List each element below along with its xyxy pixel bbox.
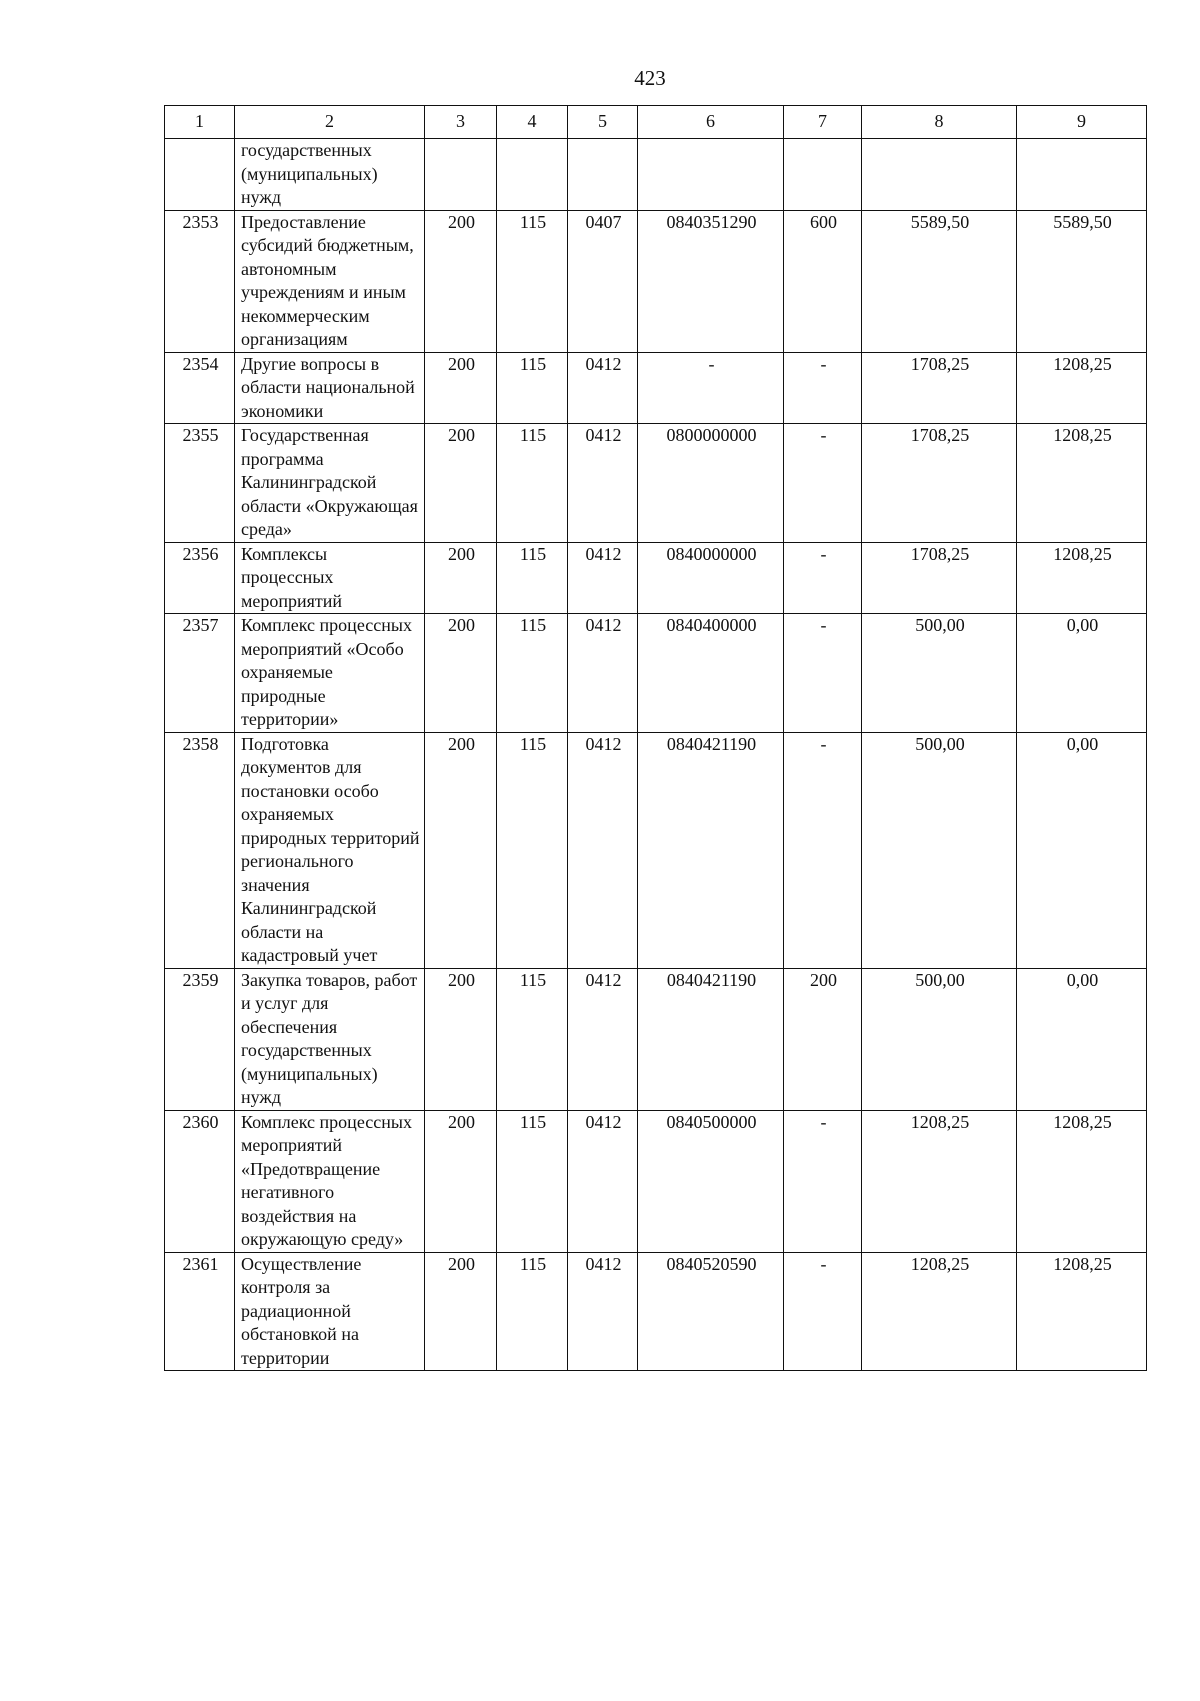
cell-code: 115 [497, 352, 568, 424]
column-header: 5 [568, 106, 638, 139]
cell-target: 0840400000 [638, 614, 784, 733]
cell-section: 0412 [568, 352, 638, 424]
cell-expense-type: - [784, 732, 862, 968]
cell-section: 0412 [568, 614, 638, 733]
cell-code: 115 [497, 424, 568, 543]
table-row [165, 732, 1147, 968]
cell-ministry: 200 [425, 424, 497, 543]
cell-section: 0412 [568, 732, 638, 968]
cell-amount-2: 1208,25 [1017, 1110, 1147, 1252]
cell-amount-1: 5589,50 [862, 210, 1017, 352]
row-name: Осуществление контроля за радиационной обстановкой на территории [235, 1252, 425, 1371]
row-name: государственных (муниципальных) нужд [235, 139, 425, 211]
row-number: 2357 [165, 614, 235, 733]
column-header: 8 [862, 106, 1017, 139]
cell-code: 115 [497, 1110, 568, 1252]
cell-target: 0800000000 [638, 424, 784, 543]
row-name: Государственная программа Калининградской области «Окружающая среда» [235, 424, 425, 543]
cell-target: 0840000000 [638, 542, 784, 614]
cell-expense-type: - [784, 352, 862, 424]
page-number: 423 [634, 66, 666, 90]
row-number: 2353 [165, 210, 235, 352]
row-name: Комплекс процессных мероприятий «Особо охраняемые природные территории» [235, 614, 425, 733]
cell-amount-2: 5589,50 [1017, 210, 1147, 352]
cell-ministry: 200 [425, 210, 497, 352]
column-header: 7 [784, 106, 862, 139]
cell-target: 0840421190 [638, 968, 784, 1110]
cell-section: 0412 [568, 424, 638, 543]
cell-expense-type [784, 139, 862, 211]
cell-amount-2 [1017, 139, 1147, 211]
cell-amount-1: 1708,25 [862, 352, 1017, 424]
cell-code [497, 139, 568, 211]
cell-expense-type: 200 [784, 968, 862, 1110]
cell-expense-type: - [784, 424, 862, 543]
row-number: 2358 [165, 732, 235, 968]
cell-amount-1 [862, 139, 1017, 211]
column-header: 9 [1017, 106, 1147, 139]
row-number: 2355 [165, 424, 235, 543]
cell-section: 0412 [568, 968, 638, 1110]
cell-amount-2: 0,00 [1017, 732, 1147, 968]
table-row [165, 614, 1147, 733]
column-header: 1 [165, 106, 235, 139]
cell-ministry: 200 [425, 732, 497, 968]
cell-amount-2: 1208,25 [1017, 352, 1147, 424]
row-name: Подготовка документов для постановки особо охраняемых природных территорий регионального значения Калининградской области на кадастровый учет [235, 732, 425, 968]
table-row [165, 1252, 1147, 1371]
cell-ministry: 200 [425, 968, 497, 1110]
cell-expense-type: - [784, 1252, 862, 1371]
cell-amount-2: 1208,25 [1017, 1252, 1147, 1371]
row-name: Предоставление субсидий бюджетным, автономным учреждениям и иным некоммерческим организациям [235, 210, 425, 352]
cell-ministry [425, 139, 497, 211]
cell-ministry: 200 [425, 614, 497, 733]
column-header: 6 [638, 106, 784, 139]
cell-amount-2: 0,00 [1017, 614, 1147, 733]
cell-amount-2: 0,00 [1017, 968, 1147, 1110]
cell-code: 115 [497, 542, 568, 614]
cell-amount-1: 500,00 [862, 968, 1017, 1110]
row-name: Комплексы процессных мероприятий [235, 542, 425, 614]
table-row [165, 1110, 1147, 1252]
cell-expense-type: 600 [784, 210, 862, 352]
table-row [165, 424, 1147, 543]
cell-ministry: 200 [425, 1252, 497, 1371]
cell-amount-1: 500,00 [862, 732, 1017, 968]
cell-target: 0840520590 [638, 1252, 784, 1371]
row-number: 2356 [165, 542, 235, 614]
cell-amount-1: 1208,25 [862, 1110, 1017, 1252]
row-name: Другие вопросы в области национальной экономики [235, 352, 425, 424]
cell-target [638, 139, 784, 211]
row-number: 2354 [165, 352, 235, 424]
cell-amount-1: 1708,25 [862, 542, 1017, 614]
cell-section: 0412 [568, 542, 638, 614]
header-row [165, 106, 1147, 139]
column-header: 4 [497, 106, 568, 139]
row-number: 2360 [165, 1110, 235, 1252]
cell-section: 0412 [568, 1110, 638, 1252]
cell-code: 115 [497, 614, 568, 733]
cell-ministry: 200 [425, 1110, 497, 1252]
table-row-continuation [165, 139, 1147, 211]
cell-amount-1: 1708,25 [862, 424, 1017, 543]
cell-code: 115 [497, 210, 568, 352]
cell-expense-type: - [784, 1110, 862, 1252]
row-number: 2359 [165, 968, 235, 1110]
cell-amount-1: 500,00 [862, 614, 1017, 733]
cell-ministry: 200 [425, 542, 497, 614]
table-row [165, 542, 1147, 614]
cell-target: - [638, 352, 784, 424]
table-row [165, 210, 1147, 352]
cell-expense-type: - [784, 542, 862, 614]
row-name: Комплекс процессных мероприятий «Предотвращение негативного воздействия на окружающую среду» [235, 1110, 425, 1252]
table-row [165, 968, 1147, 1110]
cell-expense-type: - [784, 614, 862, 733]
cell-section [568, 139, 638, 211]
column-header: 2 [235, 106, 425, 139]
cell-amount-2: 1208,25 [1017, 542, 1147, 614]
row-number: 2361 [165, 1252, 235, 1371]
cell-amount-1: 1208,25 [862, 1252, 1017, 1371]
column-header: 3 [425, 106, 497, 139]
cell-section: 0412 [568, 1252, 638, 1371]
cell-target: 0840421190 [638, 732, 784, 968]
cell-code: 115 [497, 732, 568, 968]
row-number [165, 139, 235, 211]
table-row [165, 352, 1147, 424]
cell-amount-2: 1208,25 [1017, 424, 1147, 543]
budget-table [164, 105, 1147, 1371]
cell-code: 115 [497, 1252, 568, 1371]
cell-section: 0407 [568, 210, 638, 352]
row-name: Закупка товаров, работ и услуг для обеспечения государственных (муниципальных) нужд [235, 968, 425, 1110]
cell-target: 0840351290 [638, 210, 784, 352]
cell-code: 115 [497, 968, 568, 1110]
cell-ministry: 200 [425, 352, 497, 424]
cell-target: 0840500000 [638, 1110, 784, 1252]
